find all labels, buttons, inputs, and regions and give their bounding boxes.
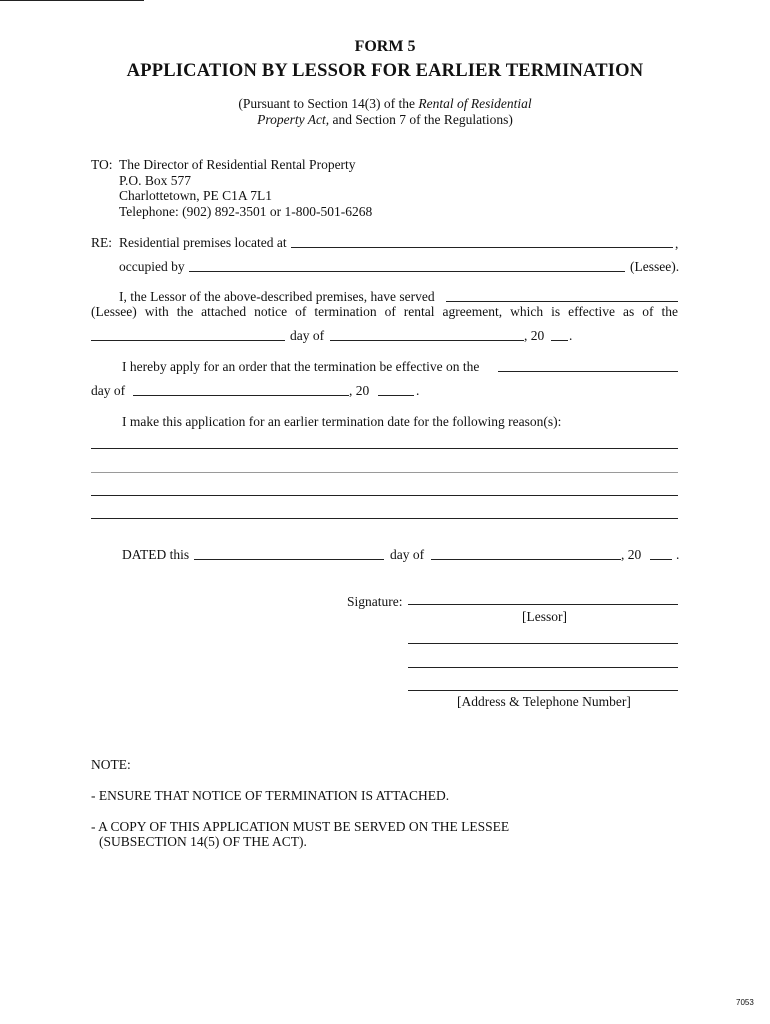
lessor-address-line-2[interactable] [408,653,678,668]
director-city: Charlottetown, PE C1A 7L1 [119,188,272,203]
served-year-label: , 20 [524,328,545,343]
form-title: APPLICATION BY LESSOR FOR EARLIER TERMINATION [126,61,644,81]
note-item-serve-copy: - A COPY OF THIS APPLICATION MUST BE SERVED ON THE LESSEE [91,819,510,834]
reason-line-2[interactable] [91,458,678,473]
note-label: NOTE: [91,757,131,772]
apply-year-field[interactable] [378,381,414,396]
subtitle-act-name: Rental of Residential [418,96,532,111]
page-code: 7053 [736,998,754,1007]
served-month-field[interactable] [330,326,524,341]
top-header-rule [0,0,144,1]
dated-day-field[interactable] [194,545,384,560]
apply-statement: I hereby apply for an order that the termination be effective on the [122,359,480,374]
served-year-field[interactable] [551,326,568,341]
premises-address-field[interactable] [291,233,673,248]
lessor-caption: [Lessor] [522,609,567,624]
dated-day-of-label: day of [390,547,425,562]
subtitle-prefix: (Pursuant to Section 14(3) of the [238,96,419,111]
apply-year-label: , 20 [349,383,370,398]
reasons-label: I make this application for an earlier termination date for the following reason(s): [122,414,562,429]
lessor-telephone-line[interactable] [408,676,678,691]
address-telephone-caption: [Address & Telephone Number] [457,694,631,709]
signature-label: Signature: [347,594,403,609]
reason-line-4[interactable] [91,504,678,519]
occupied-by-field[interactable] [189,257,625,272]
form-subtitle-line-2 [0,112,770,128]
dated-year-field[interactable] [650,545,672,560]
dated-label: DATED this [122,547,190,562]
note-item-attach-notice: - ENSURE THAT NOTICE OF TERMINATION IS ATTACHED. [91,788,450,803]
premises-label: Residential premises located at [119,235,287,250]
subtitle-suffix: and Section 7 of the Regulations) [329,112,513,127]
lessee-suffix: (Lessee). [630,259,680,274]
director-telephone: Telephone: (902) 892-3501 or 1-800-501-6268 [119,204,373,219]
served-period: . [569,328,573,343]
served-lessee-field[interactable] [446,287,678,302]
reason-line-1[interactable] [91,434,678,449]
note-item-serve-copy-cont: (SUBSECTION 14(5) OF THE ACT). [99,834,307,849]
dated-year-label: , 20 [621,547,642,562]
director-name: The Director of Residential Rental Property [119,157,356,172]
subtitle-act-name-cont: Property Act, [257,112,330,127]
premises-comma: , [675,236,679,251]
apply-day-field[interactable] [498,357,678,372]
dated-period: . [676,547,680,562]
apply-period: . [416,383,420,398]
occupied-by-label: occupied by [119,259,185,274]
re-label: RE: [91,235,113,250]
to-label: TO: [91,157,113,172]
served-statement: I, the Lessor of the above-described premises, have served [119,289,435,304]
dated-month-field[interactable] [431,545,621,560]
served-statement-cont: (Lessee) with the attached notice of termination of rental agreement, which is effective as of the [91,304,678,319]
lessor-address-line-1[interactable] [408,629,678,644]
form-subtitle-line-1 [0,96,770,112]
signature-field[interactable] [408,590,678,605]
served-day-of-label: day of [290,328,325,343]
apply-month-field[interactable] [133,381,349,396]
director-po-box: P.O. Box 577 [119,173,192,188]
apply-day-of-label: day of [91,383,126,398]
served-day-field[interactable] [91,326,285,341]
form-number: FORM 5 [354,38,416,55]
reason-line-3[interactable] [91,481,678,496]
